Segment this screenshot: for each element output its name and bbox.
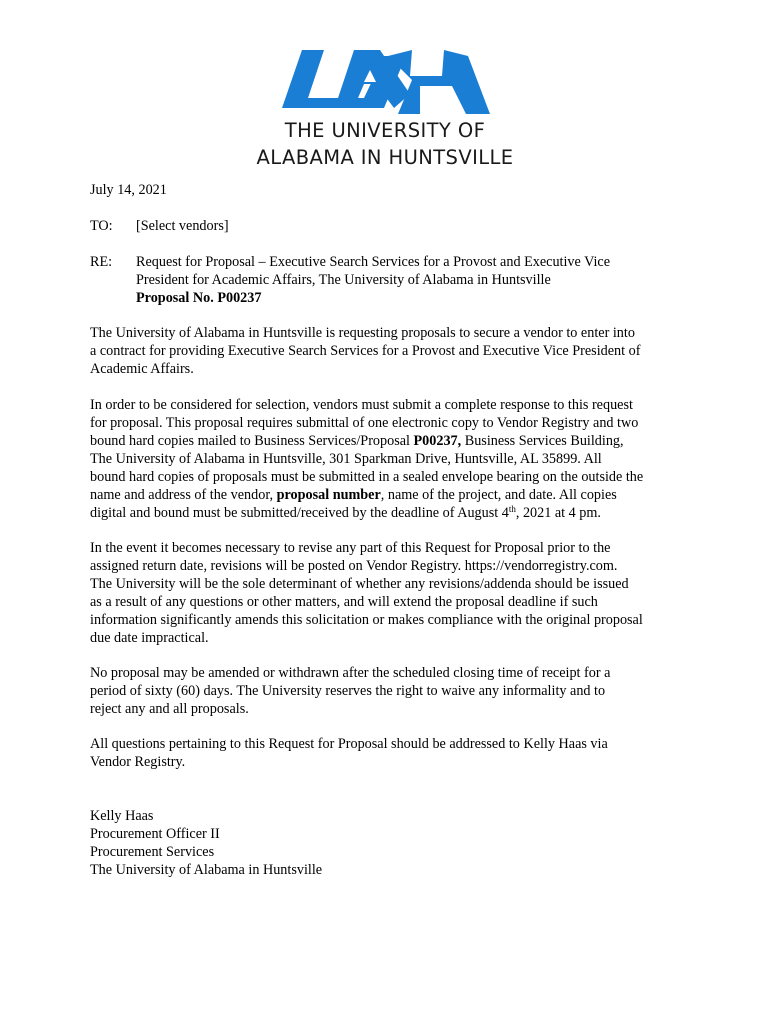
paragraph-line: assigned return date, revisions will be posted on Vendor Registry. https://vendorregistry.com. xyxy=(90,558,618,574)
re-line-1: Request for Proposal – Executive Search Services for a Provost and Executive Vice xyxy=(136,254,611,270)
signer-organization: The University of Alabama in Huntsville xyxy=(90,862,323,878)
paragraph-line: period of sixty (60) days. The University reserves the right to waive any informality and to xyxy=(90,683,606,699)
paragraph-line: reject any and all proposals. xyxy=(90,701,249,717)
paragraph-line: Academic Affairs. xyxy=(90,361,194,377)
paragraph-line: for proposal. This proposal requires submittal of one electronic copy to Vendor Registry and two xyxy=(90,415,639,431)
paragraph-intro xyxy=(90,324,690,378)
university-logo xyxy=(0,0,770,175)
paragraph-line: Vendor Registry. xyxy=(90,754,186,770)
re-subject xyxy=(136,253,696,307)
letter-date: July 14, 2021 xyxy=(90,182,167,198)
paragraph-line: due date impractical. xyxy=(90,630,209,646)
paragraph-line: All questions pertaining to this Request for Proposal should be addressed to Kelly Haas via xyxy=(90,736,608,752)
paragraph-revisions xyxy=(90,539,690,647)
uah-logo-mark xyxy=(272,46,492,118)
signer-name: Kelly Haas xyxy=(90,808,154,824)
re-label: RE: xyxy=(90,254,113,270)
paragraph-amendments xyxy=(90,664,690,718)
to-value: [Select vendors] xyxy=(136,218,229,234)
signer-department: Procurement Services xyxy=(90,844,215,860)
proposal-number: Proposal No. P00237 xyxy=(136,290,262,306)
paragraph-questions xyxy=(90,735,690,771)
paragraph-line: bound hard copies mailed to Business Services/Proposal P00237, Business Services Building, xyxy=(90,433,624,449)
paragraph-line: No proposal may be amended or withdrawn after the scheduled closing time of receipt for a xyxy=(90,665,611,681)
signature-block xyxy=(90,807,322,879)
paragraph-line: information significantly amends this solicitation or makes compliance with the original proposal xyxy=(90,612,643,628)
paragraph-line: The University will be the sole determinant of whether any revisions/addenda should be issued xyxy=(90,576,629,592)
paragraph-line: In the event it becomes necessary to revise any part of this Request for Proposal prior to the xyxy=(90,540,611,556)
paragraph-line: The University of Alabama in Huntsville, 301 Sparkman Drive, Huntsville, AL 35899. All xyxy=(90,451,602,467)
signer-title: Procurement Officer II xyxy=(90,826,220,842)
paragraph-line: The University of Alabama in Huntsville is requesting proposals to secure a vendor to enter into xyxy=(90,325,635,341)
paragraph-line: name and address of the vendor, proposal number, name of the project, and date. All copies xyxy=(90,487,617,503)
paragraph-submission xyxy=(90,396,690,522)
logo-mark-h xyxy=(388,50,490,114)
paragraph-line: digital and bound must be submitted/received by the deadline of August 4th, 2021 at 4 pm. xyxy=(90,504,601,521)
paragraph-line: In order to be considered for selection, vendors must submit a complete response to this request xyxy=(90,397,633,413)
to-label: TO: xyxy=(90,218,113,234)
re-line-2: President for Academic Affairs, The University of Alabama in Huntsville xyxy=(136,272,551,288)
paragraph-line: as a result of any questions or other matters, and will extend the proposal deadline if such xyxy=(90,594,598,610)
logo-text-line1: THE UNIVERSITY OF xyxy=(284,119,486,142)
logo-text-line2: ALABAMA IN HUNTSVILLE xyxy=(256,146,514,169)
paragraph-line: a contract for providing Executive Search Services for a Provost and Executive Vice President of xyxy=(90,343,641,359)
paragraph-line: bound hard copies of proposals must be submitted in a sealed envelope bearing on the outside the xyxy=(90,469,644,485)
